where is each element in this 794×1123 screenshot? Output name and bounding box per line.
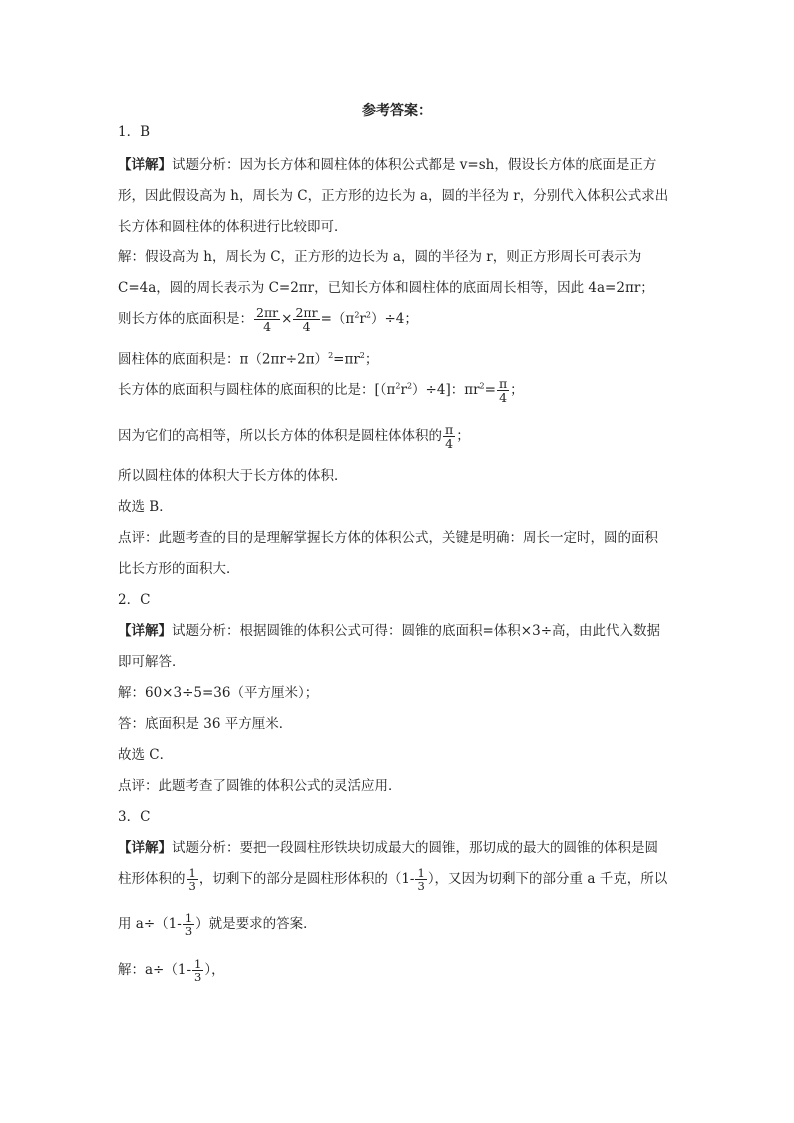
q1-comment-line-1: 点评：此题考查的目的是理解掌握长方体的体积公式，关键是明确：周长一定时，圆的面积 xyxy=(118,530,658,546)
q2-number: 2．C xyxy=(118,592,151,608)
q3-analysis-line-1: 【详解】试题分析：要把一段圆柱形铁块切成最大的圆锥，那切成的最大的圆锥的体积是圆 xyxy=(118,840,658,856)
q1-choose: 故选 B． xyxy=(118,499,173,515)
q1-analysis-line-3: 长方体和圆柱体的体积进行比较即可． xyxy=(118,219,348,235)
q3-analysis-line-2: 柱形体积的 $\frac{1}{3}$ ，切剩下的部分是圆柱形体积的（1- $\frac{1}{3}$ ），又因为切剩下的部分重 a 千克，所以 xyxy=(118,866,668,894)
page-title: 参考答案： xyxy=(362,103,432,119)
q2-analysis-line-2: 即可解答． xyxy=(118,654,186,670)
q2-solution: 解：60×3÷5=36（平方厘米）； xyxy=(118,685,319,701)
q3-solution-line: 解：a÷（1- $\frac{1}{3}$ ）， xyxy=(118,957,225,985)
q1-detail-tag: 【详解】 xyxy=(118,157,172,173)
q2-comment: 点评：此题考查了圆锥的体积公式的灵活应用． xyxy=(118,778,402,794)
q1-cylinder-base-line: 圆柱体的底面积是：$\pi(2\pi r\div 2\pi)^2=\pi r^2$； xyxy=(118,351,379,368)
q1-conclusion: 所以圆柱体的体积大于长方体的体积． xyxy=(118,468,348,484)
q1-number: 1．B xyxy=(118,124,151,140)
q1-solution-line-2: C=4a，圆的周长表示为 C=2πr，已知长方体和圆柱体的底面周长相等，因此 4a=2πr； xyxy=(118,280,654,296)
q3-number: 3．C xyxy=(118,809,151,825)
q1-solution-line-1: 解：假设高为 h，周长为 C，正方形的边长为 a，圆的半径为 r，则正方形周长可表示为 xyxy=(118,249,642,265)
q1-comment-line-2: 比长方形的面积大． xyxy=(118,561,240,577)
fraction-2pir-over-4: $\frac{2\pi r}{4}$ xyxy=(256,305,279,335)
q3-detail-tag: 【详解】 xyxy=(118,840,172,856)
q2-answer: 答：底面积是 36 平方厘米． xyxy=(118,716,293,732)
q2-analysis-line-1: 【详解】试题分析：根据圆锥的体积公式可得：圆锥的底面积=体积×3÷高，由此代入数据 xyxy=(118,623,661,639)
q3-analysis-line-3: 用 a÷（1- $\frac{1}{3}$ ）就是要求的答案． xyxy=(118,911,317,939)
fraction-pi-over-4: $\frac{\pi}{4}$ xyxy=(498,376,508,406)
q1-rect-base-line: 则长方体的底面积是： $\frac{2\pi r}{4}$ × $\frac{2\pi r}{4}$ $=(\pi^2r^2)\div 4$； xyxy=(118,305,418,335)
fraction-one-third: $\frac{1}{3}$ xyxy=(184,911,193,939)
q1-analysis-line-1: 【详解】试题分析：因为长方体和圆柱体的体积公式都是 v=sh，假设长方体的底面是正方 xyxy=(118,157,657,173)
q1-analysis-line-2: 形，因此假设高为 h，周长为 C，正方形的边长为 a，圆的半径为 r，分别代入体积公式求出 xyxy=(118,188,669,204)
fraction-pi-over-4: $\frac{\pi}{4}$ xyxy=(445,422,454,452)
q1-height-equal-line: 因为它们的高相等，所以长方体的体积是圆柱体体积的 $\frac{\pi}{4}$ ； xyxy=(118,422,470,452)
fraction-one-third: $\frac{1}{3}$ xyxy=(194,957,202,985)
fraction-one-third: $\frac{1}{3}$ xyxy=(417,866,425,894)
q2-detail-tag: 【详解】 xyxy=(118,623,172,639)
fraction-2pir-over-4: $\frac{2\pi r}{4}$ xyxy=(295,305,318,335)
q1-ratio-line: 长方体的底面积与圆柱体的底面积的比是：$[(\pi^2r^2)\div 4]$：$\pi r^2=$ $\frac{\pi}{4}$ ； xyxy=(118,376,524,406)
fraction-one-third: $\frac{1}{3}$ xyxy=(188,866,196,894)
q2-choose: 故选 C． xyxy=(118,747,174,763)
